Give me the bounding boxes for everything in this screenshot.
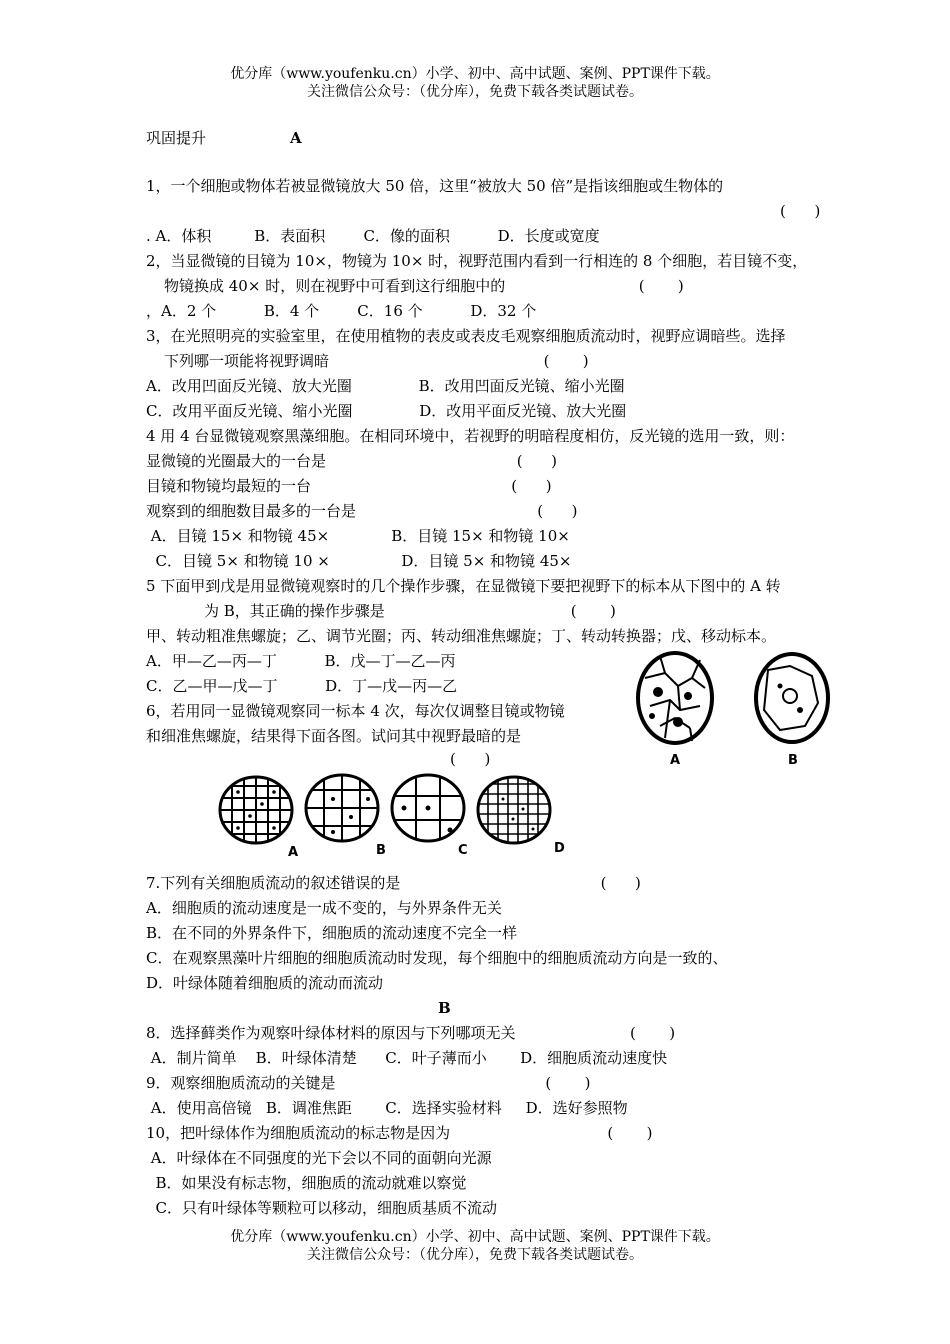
q5-figure [630, 648, 850, 778]
section-title: 巩固提升 [146, 129, 207, 147]
q3-options-ab: A．改用凹面反光镜、放大光圈 B．改用凹面反光镜、缩小光圈 [146, 377, 625, 395]
level-a-heading: A [290, 129, 302, 147]
q3-options-cd: C．改用平面反光镜、缩小光圈 D．改用平面反光镜、放大光圈 [146, 402, 627, 420]
q10-option-a: A．叶绿体在不同强度的光下会以不同的面朝向光源 [146, 1149, 492, 1167]
q3-stem-cont: 下列哪一项能将视野调暗 ( ) [164, 352, 589, 370]
q8-options: A．制片简单 B．叶绿体清楚 C．叶子薄而小 D．细胞质流动速度快 [146, 1049, 668, 1067]
q6-view-c [392, 774, 464, 842]
q6-view-d [478, 776, 550, 844]
q7-stem: 7.下列有关细胞质流动的叙述错误的是 ( ) [146, 874, 641, 892]
q5-label-b: B [788, 753, 798, 768]
footer-line-1: 优分库（www.youfenku.cn）小学、初中、高中试题、案例、PPT课件下载。 [230, 1229, 720, 1245]
q5-stem-cont: 为 B，其正确的操作步骤是 ( ) [204, 602, 616, 620]
q5-label-a: A [670, 753, 681, 768]
q5-view-a [638, 653, 712, 743]
q5-stem: 5 下面甲到戊是用显微镜观察时的几个操作步骤，在显微镜下要把视野下的标本从下图中的 A 转 [146, 577, 781, 595]
footer-line-2: 关注微信公众号：（优分库），免费下载各类试题试卷。 [307, 1247, 643, 1263]
q2-stem-cont: 物镜换成 40× 时，则在视野中可看到这行细胞中的 ( ) [164, 277, 684, 295]
q6-answer-blank: ( ) [450, 750, 491, 768]
q6-label-c: C [458, 843, 468, 858]
q4-options-cd: C．目镜 5× 和物镜 10 × D．目镜 5× 和物镜 45× [146, 552, 572, 570]
q6-view-b [306, 774, 378, 842]
header-line-1: 优分库（www.youfenku.cn）小学、初中、高中试题、案例、PPT课件下载。 [230, 66, 720, 82]
q8-stem: 8．选择藓类作为观察叶绿体材料的原因与下列哪项无关 ( ) [146, 1024, 676, 1042]
q7-option-c: C．在观察黑藻叶片细胞的细胞质流动时发现，每个细胞中的细胞质流动方向是一致的、 [146, 949, 728, 967]
q4-sub-3: 观察到的细胞数目最多的一台是 ( ) [146, 502, 578, 520]
q4-options-ab: A．目镜 15× 和物镜 45× B．目镜 15× 和物镜 10× [146, 527, 570, 545]
q6-stem-cont: 和细准焦螺旋，结果得下面各图。试问其中视野最暗的是 [146, 727, 522, 745]
level-b-heading: B [438, 999, 451, 1017]
q2-stem: 2，当显微镜的目镜为 10×，物镜为 10× 时，视野范围内看到一行相连的 8 个细胞，若目镜不变， [146, 252, 808, 270]
q1-options: . A．体积 B．表面积 C．像的面积 D．长度或宽度 [146, 227, 600, 245]
q4-sub-1: 显微镜的光圈最大的一台是 ( ) [146, 452, 558, 470]
q7-option-d: D．叶绿体随着细胞质的流动而流动 [146, 974, 384, 992]
q9-stem: 9．观察细胞质流动的关键是 ( ) [146, 1074, 591, 1092]
q6-stem: 6，若用同一显微镜观察同一标本 4 次，每次仅调整目镜或物镜 [146, 702, 565, 720]
q6-label-a: A [288, 845, 299, 860]
header-line-2: 关注微信公众号：（优分库），免费下载各类试题试卷。 [307, 84, 643, 100]
q5-options-ab: A．甲—乙—丙—丁 B．戊—丁—乙—丙 [146, 652, 456, 670]
q6-figure [218, 772, 578, 862]
q10-option-c: C．只有叶绿体等颗粒可以移动，细胞质基质不流动 [146, 1199, 498, 1217]
q7-option-b: B．在不同的外界条件下，细胞质的流动速度不完全一样 [146, 924, 518, 942]
q6-label-b: B [376, 843, 386, 858]
q5-steps: 甲、转动粗准焦螺旋；乙、调节光圈；丙、转动细准焦螺旋；丁、转动转换器；戊、移动标本。 [146, 627, 777, 645]
q1-stem: 1，一个细胞或物体若被显微镜放大 50 倍，这里“被放大 50 倍”是指该细胞或生物体的 [146, 177, 724, 195]
q2-options: ，A．2 个 B．4 个 C．16 个 D．32 个 [146, 302, 537, 320]
q3-stem: 3，在光照明亮的实验室里，在使用植物的表皮或表皮毛观察细胞质流动时，视野应调暗些。选择 [146, 327, 786, 345]
q5-view-b [756, 654, 828, 742]
q5-options-cd: C．乙—甲—戊—丁 D．丁—戊—丙—乙 [146, 677, 458, 695]
q10-option-b: B．如果没有标志物，细胞质的流动就难以察觉 [146, 1174, 467, 1192]
q1-answer-blank: ( ) [780, 202, 821, 220]
q4-stem: 4 用 4 台显微镜观察黑藻细胞。在相同环境中，若视野的明暗程度相仿，反光镜的选用一致，则： [146, 427, 795, 445]
q6-view-a [220, 776, 292, 844]
q9-options: A．使用高倍镜 B．调准焦距 C．选择实验材料 D．选好参照物 [146, 1099, 628, 1117]
q7-option-a: A．细胞质的流动速度是一成不变的，与外界条件无关 [146, 899, 502, 917]
q6-label-d: D [554, 841, 565, 856]
q10-stem: 10，把叶绿体作为细胞质流动的标志物是因为 ( ) [146, 1124, 653, 1142]
q4-sub-2: 目镜和物镜均最短的一台 ( ) [146, 477, 552, 495]
